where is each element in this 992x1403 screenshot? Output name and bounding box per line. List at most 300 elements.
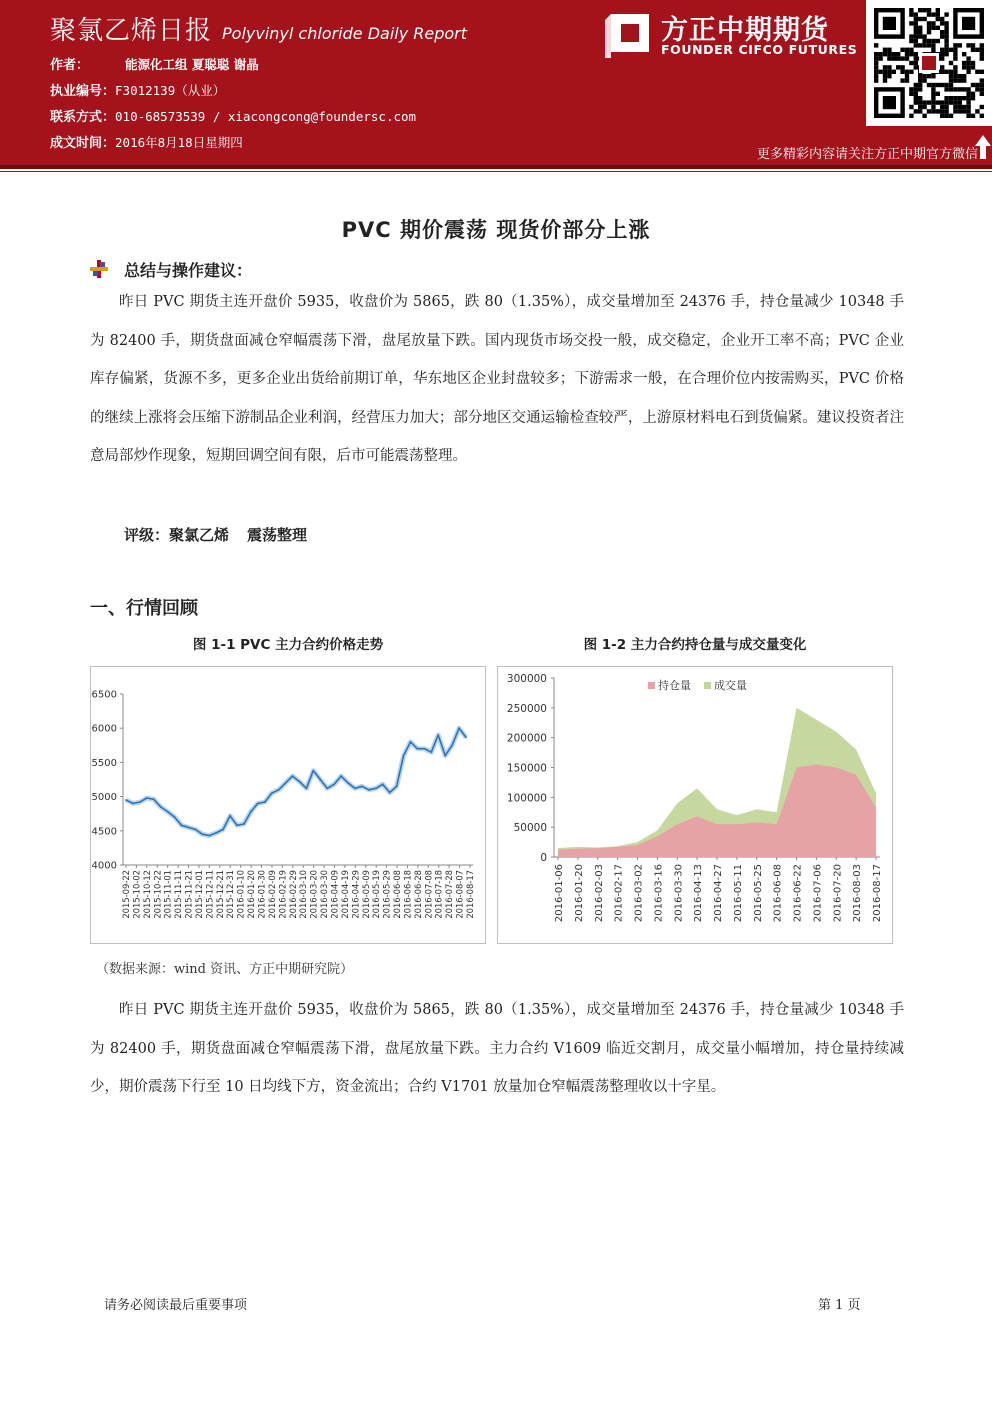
qr-module	[953, 100, 957, 104]
qr-module	[909, 52, 913, 56]
qr-module	[918, 8, 922, 12]
x-tick-label: 2015-10-12	[141, 870, 152, 919]
x-tick-label: 2016-03-02	[633, 864, 645, 923]
qr-module	[953, 48, 957, 52]
price-point	[153, 798, 155, 800]
company-logo-icon	[603, 10, 653, 60]
x-tick-label: 2016-07-08	[423, 870, 434, 919]
qr-module	[940, 56, 944, 60]
price-point	[306, 787, 308, 789]
figure-1-caption: 图 1-1 PVC 主力合约价格走势	[192, 637, 384, 653]
figure-2-caption: 图 1-2 主力合约持仓量与成交量变化	[583, 637, 807, 653]
qr-module	[900, 78, 904, 82]
y-tick-label: 300000	[506, 673, 547, 685]
qr-module	[944, 100, 948, 104]
qr-module	[927, 43, 931, 47]
x-tick-label: 2016-04-27	[713, 864, 724, 923]
qr-module	[909, 21, 913, 25]
qr-module	[936, 92, 940, 96]
qr-module	[878, 56, 882, 60]
qr-module	[887, 65, 891, 69]
x-tick-label: 2016-06-08	[392, 870, 403, 919]
contact-label: 联系方式：	[50, 110, 116, 125]
qr-module	[944, 21, 948, 25]
price-point	[444, 755, 446, 757]
qr-module	[940, 65, 944, 69]
price-point	[375, 787, 377, 789]
qr-module	[953, 87, 957, 91]
price-point	[458, 727, 460, 729]
price-point	[451, 744, 453, 746]
price-point	[361, 785, 363, 787]
qr-module	[944, 109, 948, 113]
x-tick-label: 2016-04-09	[329, 870, 340, 919]
x-tick-label: 2016-01-06	[554, 864, 565, 923]
qr-module	[949, 87, 953, 91]
qr-module	[918, 30, 922, 34]
price-point	[437, 734, 439, 736]
qr-module	[909, 105, 913, 109]
qr-module	[975, 70, 979, 74]
position-volume-chart-svg	[498, 667, 892, 943]
qr-module	[905, 78, 909, 82]
qr-module	[962, 61, 966, 65]
qr-module	[940, 70, 944, 74]
price-point	[423, 748, 425, 750]
license-label: 执业编号：	[50, 84, 116, 99]
x-tick-label: 2016-02-29	[287, 870, 298, 919]
y-tick-label: 50000	[513, 822, 547, 835]
qr-module	[874, 78, 878, 82]
qr-module	[905, 70, 909, 74]
qr-module	[874, 43, 878, 47]
qr-module	[971, 48, 975, 52]
qr-module	[914, 65, 918, 69]
qr-module	[958, 78, 962, 82]
qr-module	[953, 109, 957, 113]
rating-label: 评级：聚氯乙烯	[124, 526, 230, 544]
qr-module	[931, 74, 935, 78]
price-point	[333, 783, 335, 785]
license-row	[50, 80, 225, 99]
qr-module	[909, 12, 913, 16]
qr-module	[949, 114, 953, 118]
qr-module	[874, 65, 878, 69]
qr-module	[922, 78, 926, 82]
qr-module	[918, 109, 922, 113]
price-point	[243, 823, 245, 825]
qr-module	[927, 39, 931, 43]
contact-value: 010-68573539 / xiacongcong@foundersc.com	[115, 109, 417, 124]
document-title: PVC 期价震荡 现货价部分上涨	[341, 218, 651, 242]
price-trend-chart-svg	[91, 667, 485, 943]
y-tick-label: 5000	[91, 792, 117, 804]
qr-module	[887, 70, 891, 74]
report-header	[0, 0, 992, 165]
price-point	[181, 824, 183, 826]
qr-module	[922, 100, 926, 104]
y-tick-label: 250000	[506, 702, 547, 715]
qr-module	[962, 65, 966, 69]
follow-wechat-text: 更多精彩内容请关注方正中期官方微信	[756, 147, 978, 162]
author-value: 能源化工组 夏聪聪 谢晶	[125, 57, 259, 72]
qr-module	[980, 83, 984, 87]
qr-module	[966, 92, 970, 96]
date-value: 2016年8月18日星期四	[115, 135, 243, 150]
price-point	[208, 835, 210, 837]
qr-module	[878, 70, 882, 74]
qr-module	[922, 17, 926, 21]
qr-module	[949, 96, 953, 100]
price-point	[430, 751, 432, 753]
price-point	[194, 829, 196, 831]
qr-module	[922, 39, 926, 43]
qr-module	[966, 43, 970, 47]
x-tick-label: 2015-12-01	[193, 870, 204, 919]
x-tick-label: 2016-04-13	[693, 864, 705, 923]
qr-module	[905, 48, 909, 52]
price-point	[382, 783, 384, 785]
qr-module	[962, 96, 966, 100]
position-volume-chart	[497, 666, 893, 944]
qr-module	[914, 17, 918, 21]
y-tick-label: 150000	[506, 762, 547, 775]
qr-module	[874, 74, 878, 78]
price-trend-chart	[90, 666, 486, 944]
y-tick-label: 4000	[91, 860, 117, 872]
qr-module	[927, 12, 931, 16]
price-point	[188, 826, 190, 828]
qr-module	[940, 105, 944, 109]
x-tick-label: 2016-08-17	[465, 870, 475, 919]
qr-module	[953, 52, 957, 56]
qr-finder-center	[883, 96, 896, 109]
qr-module	[896, 52, 900, 56]
qr-module	[931, 26, 935, 30]
qr-module	[944, 30, 948, 34]
qr-module	[892, 56, 896, 60]
price-point	[326, 787, 328, 789]
qr-module	[922, 114, 926, 118]
qr-module	[953, 65, 957, 69]
x-tick-label: 2016-08-17	[872, 864, 883, 923]
x-tick-label: 2015-11-01	[162, 870, 173, 919]
qr-module	[900, 56, 904, 60]
qr-module	[966, 105, 970, 109]
qr-module	[971, 96, 975, 100]
qr-module	[883, 52, 887, 56]
qr-module	[931, 96, 935, 100]
qr-module	[949, 48, 953, 52]
qr-module	[940, 83, 944, 87]
qr-module	[914, 109, 918, 113]
qr-module	[971, 83, 975, 87]
qr-module	[953, 96, 957, 100]
qr-module	[874, 56, 878, 60]
price-point	[319, 779, 321, 781]
report-title	[50, 10, 467, 47]
qr-module	[887, 56, 891, 60]
x-tick-label: 2016-07-20	[832, 864, 844, 923]
qr-module	[887, 52, 891, 56]
qr-module	[909, 61, 913, 65]
qr-module	[958, 74, 962, 78]
x-tick-label: 2016-03-16	[653, 864, 665, 923]
qr-module	[958, 87, 962, 91]
qr-module	[931, 43, 935, 47]
price-point	[410, 741, 412, 743]
qr-module	[980, 48, 984, 52]
qr-module	[971, 61, 975, 65]
qr-module	[914, 96, 918, 100]
qr-module	[927, 74, 931, 78]
qr-module	[887, 48, 891, 52]
price-point	[403, 755, 405, 757]
x-tick-label: 2016-04-19	[339, 870, 350, 919]
qr-module	[905, 56, 909, 60]
price-point	[389, 792, 391, 794]
price-point	[299, 781, 301, 783]
qr-module	[909, 34, 913, 38]
rating-line	[124, 524, 307, 545]
price-point	[215, 832, 217, 834]
qr-module	[966, 109, 970, 113]
company-name-en: FOUNDER CIFCO FUTURES	[661, 42, 858, 57]
legend-label: 成交量	[714, 679, 747, 692]
qr-module	[980, 43, 984, 47]
price-point	[257, 803, 259, 805]
qr-module	[936, 100, 940, 104]
qr-module	[883, 65, 887, 69]
qr-module	[958, 100, 962, 104]
qr-module	[971, 92, 975, 96]
header-divider	[0, 165, 992, 169]
qr-module	[874, 61, 878, 65]
qr-module	[940, 100, 944, 104]
qr-module	[966, 56, 970, 60]
price-point	[125, 799, 127, 801]
qr-module	[971, 43, 975, 47]
x-tick-label: 2016-02-09	[266, 870, 277, 919]
qr-module	[940, 52, 944, 56]
price-point	[354, 787, 356, 789]
qr-module	[953, 74, 957, 78]
qr-module	[914, 52, 918, 56]
qr-module	[909, 87, 913, 91]
up-arrow-icon	[974, 134, 992, 160]
summary-heading: 总结与操作建议：	[124, 261, 253, 280]
qr-module	[909, 39, 913, 43]
header-divider-thin	[0, 171, 992, 172]
price-point	[312, 770, 314, 772]
x-tick-label: 2016-01-20	[246, 870, 257, 919]
x-tick-label: 2016-04-29	[350, 870, 361, 919]
qr-module	[909, 70, 913, 74]
qr-module	[944, 39, 948, 43]
market-review-heading: 一、行情回顾	[90, 598, 198, 619]
qr-module	[962, 109, 966, 113]
price-point	[368, 789, 370, 791]
qr-module	[909, 92, 913, 96]
page-number: 第 1 页	[818, 1298, 861, 1313]
qr-module	[927, 26, 931, 30]
qr-module	[874, 70, 878, 74]
x-tick-label: 2016-06-08	[772, 864, 784, 923]
qr-module	[922, 105, 926, 109]
qr-module	[918, 74, 922, 78]
qr-module	[936, 17, 940, 21]
qr-module	[914, 43, 918, 47]
qr-module	[883, 70, 887, 74]
qr-module	[975, 83, 979, 87]
qr-module	[940, 30, 944, 34]
qr-module	[980, 114, 984, 118]
qr-module	[966, 61, 970, 65]
qr-module	[949, 61, 953, 65]
qr-module	[914, 92, 918, 96]
qr-module	[944, 105, 948, 109]
qr-module	[918, 96, 922, 100]
y-tick-label: 0	[540, 852, 547, 864]
qr-module	[958, 43, 962, 47]
x-tick-label: 2016-03-30	[673, 864, 685, 923]
x-tick-label: 2015-11-21	[183, 870, 194, 919]
qr-module	[940, 34, 944, 38]
qr-module	[914, 83, 918, 87]
y-tick-label: 6000	[91, 723, 117, 735]
qr-module	[900, 48, 904, 52]
qr-module	[905, 52, 909, 56]
price-point	[264, 801, 266, 803]
qr-module	[900, 65, 904, 69]
price-point	[174, 816, 176, 818]
x-tick-label: 2016-01-30	[256, 870, 267, 919]
qr-module	[944, 96, 948, 100]
qr-module	[918, 87, 922, 91]
qr-module	[944, 48, 948, 52]
qr-module	[953, 105, 957, 109]
qr-module	[883, 48, 887, 52]
qr-module	[953, 43, 957, 47]
qr-module	[953, 56, 957, 60]
footer-notice: 请务必阅读最后重要事项	[104, 1298, 248, 1313]
y-tick-label: 6500	[91, 689, 117, 701]
author-label: 作者：	[50, 58, 90, 73]
x-tick-label: 2015-12-11	[204, 870, 215, 919]
qr-module	[892, 70, 896, 74]
price-point	[160, 806, 162, 808]
company-name-cn: 方正中期期货	[661, 15, 829, 46]
qr-module	[914, 100, 918, 104]
qr-module	[958, 105, 962, 109]
x-tick-label: 2016-07-28	[444, 870, 455, 919]
price-point	[222, 829, 224, 831]
qr-module	[922, 74, 926, 78]
qr-module	[927, 100, 931, 104]
date-label: 成文时间：	[50, 136, 116, 151]
y-tick-label: 5500	[91, 757, 117, 769]
qr-module	[874, 52, 878, 56]
qr-module	[918, 105, 922, 109]
qr-module	[896, 65, 900, 69]
x-tick-label: 2015-12-21	[214, 870, 225, 919]
qr-module	[962, 52, 966, 56]
qr-module	[914, 61, 918, 65]
qr-module	[949, 78, 953, 82]
qr-module	[936, 12, 940, 16]
qr-module	[918, 17, 922, 21]
legend-swatch	[648, 682, 655, 689]
x-tick-label: 2015-11-11	[173, 870, 184, 919]
qr-module	[980, 92, 984, 96]
qr-module	[980, 56, 984, 60]
qr-module	[944, 83, 948, 87]
x-tick-label: 2016-05-25	[752, 864, 764, 923]
qr-module	[944, 114, 948, 118]
qr-module	[940, 17, 944, 21]
qr-module	[922, 43, 926, 47]
qr-module	[922, 34, 926, 38]
qr-module	[966, 100, 970, 104]
review-paragraph: 昨日 PVC 期货主连开盘价 5935，收盘价为 5865，跌 80（1.35%），成交量增加至 24376 手，持仓量减少 10348 手为 82400 手，期货盘面减仓窄幅震荡下滑，盘尾放量下跌。主力合约 V1609 临近交割月，成交量小幅增加，持仓量持续减少，期价震荡下行至 10 日均线下方，资金流出；合约 V1701 放量加仓窄幅震荡整理收以十字星。	[90, 1002, 904, 1095]
qr-module	[936, 8, 940, 12]
x-tick-label: 2015-12-31	[225, 870, 236, 919]
qr-module	[918, 26, 922, 30]
rating-value: 震荡整理	[247, 526, 308, 544]
qr-module	[958, 109, 962, 113]
qr-module	[931, 12, 935, 16]
x-tick-label: 2016-05-19	[371, 870, 382, 919]
x-tick-label: 2016-05-29	[381, 870, 392, 919]
qr-module	[931, 39, 935, 43]
y-tick-label: 4500	[91, 826, 117, 838]
qr-logo-icon	[922, 56, 936, 70]
price-point	[278, 789, 280, 791]
qr-module	[896, 56, 900, 60]
qr-module	[944, 43, 948, 47]
x-tick-label: 2016-01-20	[573, 864, 585, 923]
qr-module	[927, 21, 931, 25]
qr-module	[887, 74, 891, 78]
price-point	[347, 782, 349, 784]
qr-module	[944, 34, 948, 38]
qr-module	[944, 87, 948, 91]
qr-module	[914, 12, 918, 16]
qr-module	[900, 70, 904, 74]
qr-module	[883, 74, 887, 78]
qr-module	[927, 109, 931, 113]
qr-module	[949, 83, 953, 87]
price-point	[285, 782, 287, 784]
qr-module	[980, 105, 984, 109]
qr-module	[914, 39, 918, 43]
qr-module	[936, 109, 940, 113]
qr-module	[940, 21, 944, 25]
qr-module	[962, 74, 966, 78]
price-point	[132, 803, 134, 805]
qr-module	[914, 34, 918, 38]
x-tick-label: 2016-07-06	[812, 864, 824, 923]
qr-module	[966, 96, 970, 100]
qr-module	[980, 70, 984, 74]
qr-module	[949, 74, 953, 78]
wechat-qr-code	[866, 0, 992, 126]
x-tick-label: 2015-10-02	[131, 870, 142, 919]
qr-module	[883, 78, 887, 82]
x-tick-label: 2016-05-09	[360, 870, 371, 919]
qr-module	[980, 87, 984, 91]
price-point	[396, 785, 398, 787]
